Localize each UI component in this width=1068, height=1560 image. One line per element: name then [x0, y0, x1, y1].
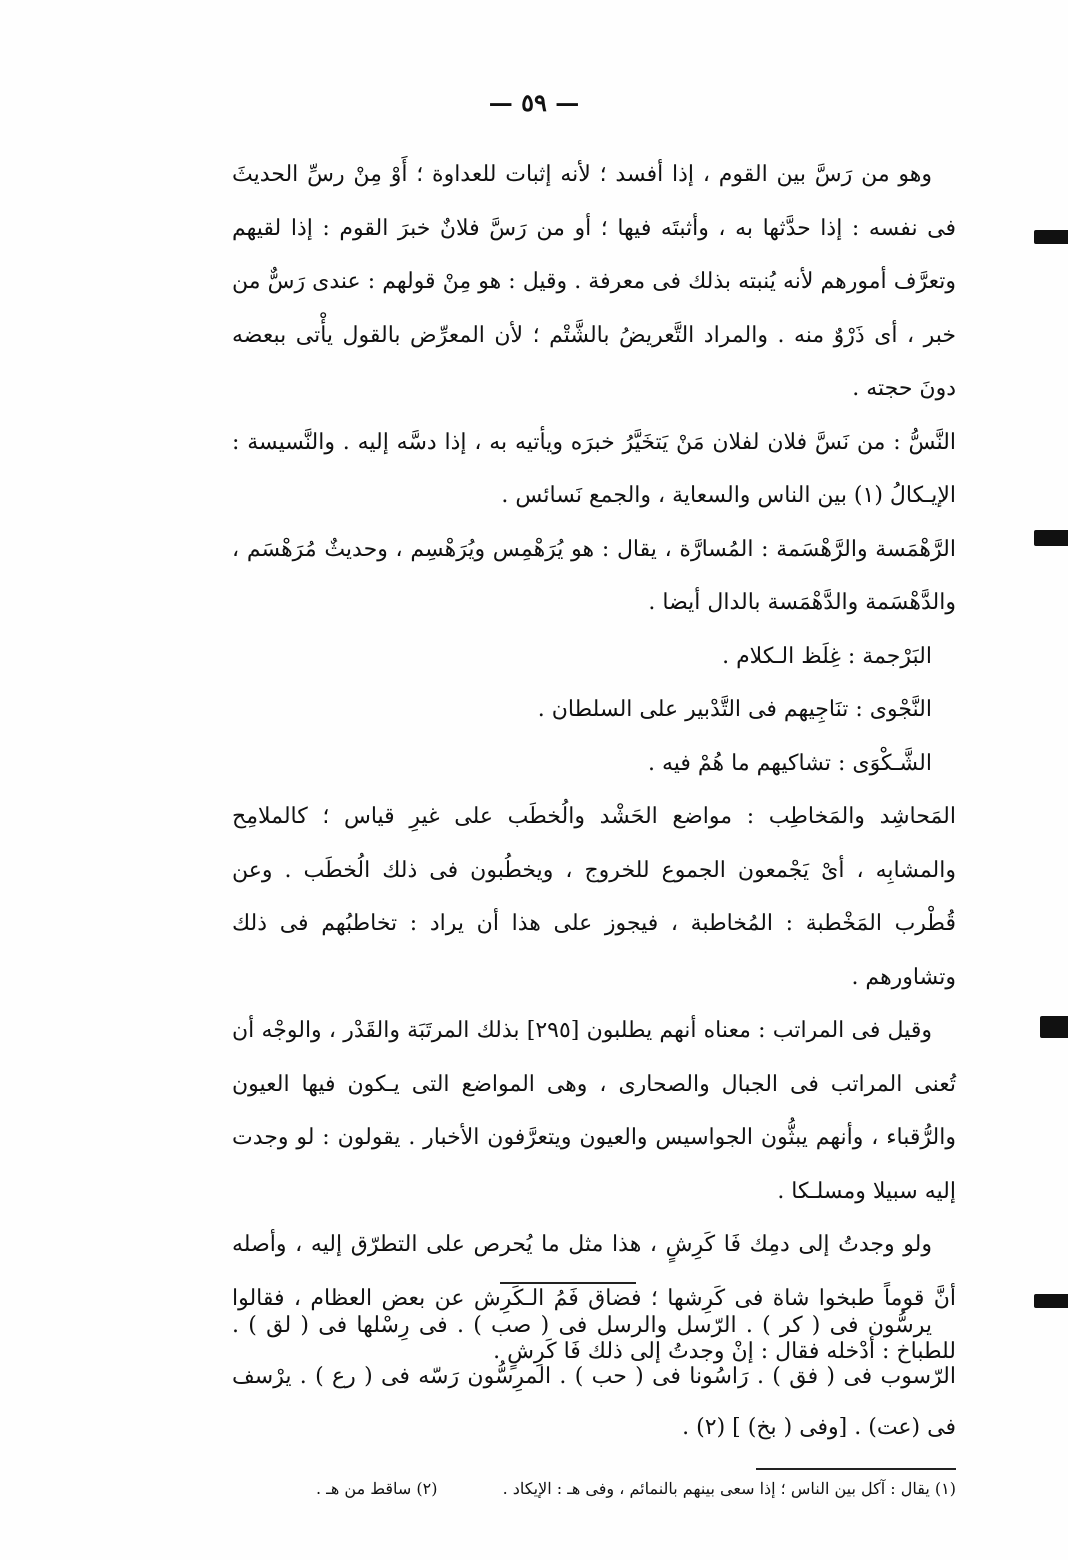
footnote-2: (٢) ساقط من هـ .: [316, 1479, 438, 1498]
paragraph-maratib: وقيل فى المراتب : معناه أنهم يطلبون [٢٩٥] بذلك المرتَبَة والقَدْر ، والوجْه أن تُعنى المراتب فى الجبال والصحارى ، وهى المواضع التى يـكون فيها العيون والرُّقباء ، وأنهم يبثُّون الجواسيس والعيون ويتعرَّفون الأخبار . يقولون : لو وجدت إليه سبيلا ومسلـكا .: [232, 1018, 956, 1204]
paragraph-rass: وهو من رَسَّ بين القوم ، إذا أفسد ؛ لأنه إثبات للعداوة ؛ أَوْ مِنْ رسِّ الحديثَ فى نفسه : إذا حدَّثها به ، وأثبتَه فيها ؛ أو من رَسَّ فلانٌ خبرَ القوم : إذا لقيهم وتعرَّف أمورهم لأنه يُنبته بذلك فى معرفة . وقيل : هو مِنْ قولهم : عندى رَسٌّ من خبر ، أى ذَرْوٌ منه . والمراد التَّعريضُ بالشَّتْم ؛ لأن المعرِّض بالقول يأْتى ببعضه دونَ حجته .: [232, 162, 956, 401]
footnote-1: (١) يقال : آكل بين الناس ؛ إذا سعى بينهم بالنمائم ، وفى هـ : الإيكاد .: [502, 1479, 956, 1498]
cross-reference-text: يرسُّون فى ( كر ) . الرّسل والرسل فى ( صب ) . فى رِسْلها فى ( لق ) . الرّسوب فى ( فق ) . رَاسُونا فى ( حب ) . المرِسُّون رَسّه فى ( رع ) . يرْسف فى (عت) . [وفى ( بخ) ] (٢) .: [232, 1313, 956, 1440]
margin-marker: [1034, 230, 1068, 244]
paragraph-najwa: النَّجْوى : تنَاجِيهم فى التَّدْبير على السلطان .: [537, 697, 932, 722]
margin-marker: [1040, 1016, 1068, 1038]
footnote-rule: [756, 1468, 956, 1470]
section-separator: [500, 1282, 636, 1284]
margin-marker: [1034, 530, 1068, 546]
main-text: [232, 148, 956, 1379]
paragraph-rahmasa: الرَّهْمَسة والرَّهْسَمة : المُسارَّة ، يقال : هو يُرَهْمِس ويُرَهْسِم ، وحديثٌ مُرَهْسَم ، والدَّهْسَمة والدَّهْمَسة بالدال أيضا .: [232, 536, 956, 615]
paragraph-barjama: البَرْجمة : غِلَظ الـكلام .: [722, 643, 932, 669]
cross-reference-notes: [232, 1300, 956, 1453]
paragraph-mahashid: المَحاشِد والمَخاطِب : مواضع الحَشْد والُخطَب على غيرِ قياس ؛ كالملامِح والمشابِه ، أىْ يَجْمعون الجموع للخروج ، ويخطُبون فى ذلك الُخطَب . وعن قُطْرب المَخْطبة : المُخاطبة ، فيجوز على هذا أن يراد : تخاطبُهم فى ذلك وتشاورهم .: [232, 804, 956, 990]
paragraph-karish: ولو وجدتُ إلى دمِك فَا كَرِشٍ ، هذا مثل ما يُحرص على التطرّق إليه ، وأصله أنَّ قوماً طبخوا شاة فى كَرِشها ؛ فضاق فَمُ الـكَرِش عن بعض العظام ، فقالوا للطباخ : أدْخله فقال : إنْ وجدتُ إلى ذلك فَا كَرِشٍ .: [232, 1232, 956, 1364]
paragraph-shakwa: الشَّـكْوَى : تشاكيهم ما هُمْ فيه .: [647, 750, 932, 776]
margin-marker: [1034, 1294, 1068, 1308]
footnotes: [216, 1476, 956, 1502]
paragraph-nass: النَّسُّ : من نَسَّ فلان لفلان مَنْ يَتخَيَّرُ خبرَه ويأتيه به ، إذا دسَّه إليه . والنَّسيسة : الإيـكالُ (١) بين الناس والسعاية ، والجمع نَسائس .: [232, 429, 956, 508]
page-number: — ٥٩ —: [488, 88, 580, 117]
